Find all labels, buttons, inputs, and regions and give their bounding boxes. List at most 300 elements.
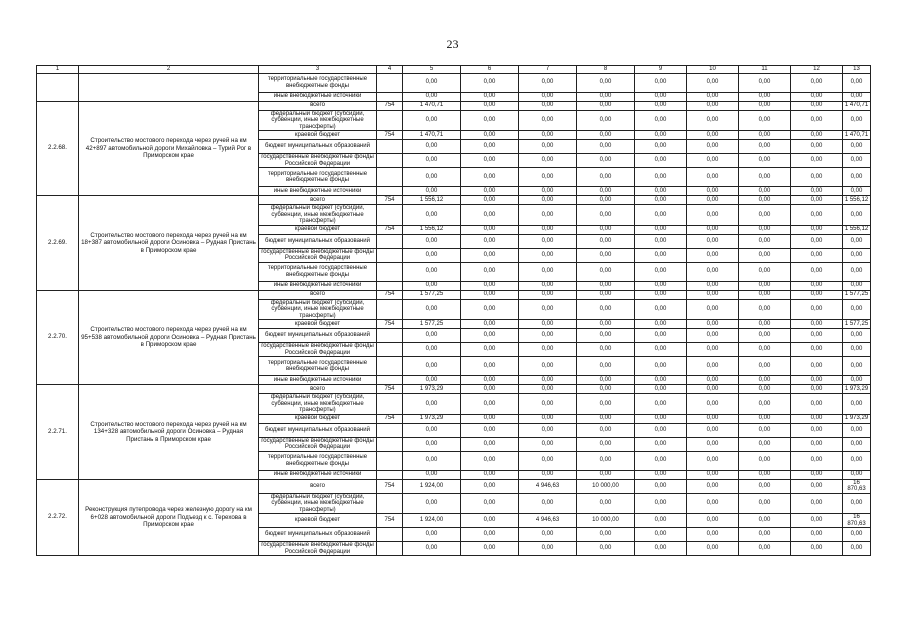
value-cell: 0,00 bbox=[791, 423, 843, 437]
funding-source-cell: государственные внебюджетные фонды Российской Федерации bbox=[259, 154, 377, 168]
value-cell: 0,00 bbox=[403, 262, 461, 281]
value-cell: 0,00 bbox=[687, 205, 739, 226]
value-cell: 0,00 bbox=[577, 299, 635, 320]
funding-source-cell: всего bbox=[259, 101, 377, 110]
column-4-cell bbox=[377, 168, 403, 187]
value-cell: 0,00 bbox=[687, 394, 739, 415]
object-code-cell: 2.2.69. bbox=[37, 196, 79, 291]
value-cell: 0,00 bbox=[687, 493, 739, 514]
funding-source-cell: иные внебюджетные источники bbox=[259, 187, 377, 196]
value-cell: 0,00 bbox=[791, 542, 843, 556]
value-cell: 0,00 bbox=[791, 131, 843, 140]
page-number: 23 bbox=[446, 37, 459, 51]
value-cell: 0,00 bbox=[519, 329, 577, 343]
funding-source-cell: всего bbox=[259, 385, 377, 394]
value-cell: 1 973,29 bbox=[403, 414, 461, 423]
value-cell: 0,00 bbox=[577, 437, 635, 451]
value-cell: 0,00 bbox=[687, 225, 739, 234]
column-number-cell: 11 bbox=[739, 66, 791, 74]
value-cell: 0,00 bbox=[687, 73, 739, 92]
value-cell: 0,00 bbox=[739, 320, 791, 329]
value-cell: 0,00 bbox=[519, 423, 577, 437]
value-cell: 0,00 bbox=[461, 234, 519, 248]
value-cell: 0,00 bbox=[791, 205, 843, 226]
value-cell: 0,00 bbox=[687, 542, 739, 556]
value-cell: 0,00 bbox=[461, 493, 519, 514]
value-cell: 1 470,71 bbox=[403, 101, 461, 110]
value-cell: 0,00 bbox=[461, 320, 519, 329]
value-cell: 0,00 bbox=[519, 343, 577, 357]
object-name-cell: Строительство мостового перехода через ручей на км 134+328 автомобильной дороги Осиновка – Рудная Пристань в Приморском крае bbox=[79, 385, 259, 480]
value-cell: 0,00 bbox=[635, 528, 687, 542]
column-4-cell: 754 bbox=[377, 320, 403, 329]
value-cell: 0,00 bbox=[687, 423, 739, 437]
value-cell: 0,00 bbox=[843, 281, 871, 290]
value-cell: 0,00 bbox=[577, 187, 635, 196]
value-cell: 0,00 bbox=[461, 187, 519, 196]
value-cell: 0,00 bbox=[577, 414, 635, 423]
value-cell: 0,00 bbox=[577, 262, 635, 281]
column-4-cell bbox=[377, 73, 403, 92]
value-cell: 0,00 bbox=[739, 187, 791, 196]
value-cell: 0,00 bbox=[843, 92, 871, 101]
value-cell: 0,00 bbox=[843, 187, 871, 196]
value-cell: 0,00 bbox=[635, 357, 687, 376]
value-cell: 0,00 bbox=[687, 437, 739, 451]
column-4-cell bbox=[377, 343, 403, 357]
funding-source-cell: территориальные государственные внебюджетные фонды bbox=[259, 357, 377, 376]
value-cell: 0,00 bbox=[577, 470, 635, 479]
object-name-cell: Строительство мостового перехода через ручей на км 95+538 автомобильной дороги Осиновка – Рудная Пристань в Приморском крае bbox=[79, 290, 259, 385]
value-cell: 1 470,71 bbox=[843, 101, 871, 110]
funding-source-cell: иные внебюджетные источники bbox=[259, 470, 377, 479]
value-cell: 0,00 bbox=[403, 73, 461, 92]
value-cell: 0,00 bbox=[687, 470, 739, 479]
value-cell: 0,00 bbox=[461, 357, 519, 376]
funding-source-cell: всего bbox=[259, 196, 377, 205]
value-cell: 0,00 bbox=[791, 168, 843, 187]
funding-source-cell: иные внебюджетные источники bbox=[259, 281, 377, 290]
value-cell: 0,00 bbox=[843, 140, 871, 154]
column-4-cell bbox=[377, 154, 403, 168]
value-cell: 0,00 bbox=[461, 343, 519, 357]
value-cell: 0,00 bbox=[791, 493, 843, 514]
value-cell: 0,00 bbox=[843, 110, 871, 131]
value-cell: 0,00 bbox=[791, 262, 843, 281]
value-cell: 0,00 bbox=[577, 357, 635, 376]
value-cell: 0,00 bbox=[519, 470, 577, 479]
value-cell: 0,00 bbox=[791, 376, 843, 385]
value-cell: 0,00 bbox=[519, 140, 577, 154]
value-cell: 0,00 bbox=[577, 528, 635, 542]
value-cell: 0,00 bbox=[403, 451, 461, 470]
column-number-cell: 7 bbox=[519, 66, 577, 74]
value-cell: 0,00 bbox=[791, 248, 843, 262]
value-cell: 0,00 bbox=[519, 299, 577, 320]
column-4-cell bbox=[377, 528, 403, 542]
value-cell: 0,00 bbox=[577, 394, 635, 415]
value-cell: 0,00 bbox=[739, 101, 791, 110]
funding-source-cell: федеральный бюджет (субсидии, субвенции, иные межбюджетные трансферты) bbox=[259, 110, 377, 131]
value-cell: 0,00 bbox=[791, 225, 843, 234]
value-cell: 0,00 bbox=[403, 154, 461, 168]
funding-source-cell: краевой бюджет bbox=[259, 225, 377, 234]
value-cell: 0,00 bbox=[577, 196, 635, 205]
value-cell: 0,00 bbox=[739, 281, 791, 290]
value-cell: 0,00 bbox=[519, 357, 577, 376]
value-cell: 0,00 bbox=[791, 140, 843, 154]
funding-source-cell: краевой бюджет bbox=[259, 414, 377, 423]
value-cell: 0,00 bbox=[791, 528, 843, 542]
value-cell: 0,00 bbox=[403, 528, 461, 542]
value-cell: 1 556,12 bbox=[403, 225, 461, 234]
value-cell: 1 577,25 bbox=[403, 320, 461, 329]
object-name-cell: Строительство мостового перехода через ручей на км 18+387 автомобильной дороги Осиновка – Рудная Пристань в Приморском крае bbox=[79, 196, 259, 291]
value-cell: 0,00 bbox=[519, 437, 577, 451]
value-cell: 0,00 bbox=[635, 225, 687, 234]
value-cell: 0,00 bbox=[791, 451, 843, 470]
value-cell: 0,00 bbox=[635, 542, 687, 556]
value-cell: 0,00 bbox=[687, 110, 739, 131]
value-cell: 0,00 bbox=[687, 92, 739, 101]
value-cell: 0,00 bbox=[577, 110, 635, 131]
value-cell: 0,00 bbox=[687, 357, 739, 376]
column-4-cell bbox=[377, 234, 403, 248]
value-cell: 0,00 bbox=[577, 101, 635, 110]
funding-source-cell: территориальные государственные внебюджетные фонды bbox=[259, 168, 377, 187]
value-cell: 1 973,29 bbox=[403, 385, 461, 394]
value-cell: 1 924,00 bbox=[403, 479, 461, 493]
value-cell: 0,00 bbox=[403, 343, 461, 357]
value-cell: 0,00 bbox=[461, 394, 519, 415]
value-cell: 0,00 bbox=[461, 73, 519, 92]
value-cell: 0,00 bbox=[461, 299, 519, 320]
value-cell: 0,00 bbox=[461, 154, 519, 168]
value-cell: 0,00 bbox=[791, 234, 843, 248]
column-4-cell bbox=[377, 394, 403, 415]
value-cell: 0,00 bbox=[791, 479, 843, 493]
value-cell: 0,00 bbox=[403, 357, 461, 376]
value-cell: 0,00 bbox=[635, 140, 687, 154]
value-cell: 0,00 bbox=[739, 168, 791, 187]
value-cell: 0,00 bbox=[461, 528, 519, 542]
value-cell: 0,00 bbox=[635, 168, 687, 187]
value-cell: 0,00 bbox=[843, 343, 871, 357]
value-cell: 0,00 bbox=[577, 451, 635, 470]
column-4-cell bbox=[377, 281, 403, 290]
funding-source-cell: бюджет муниципальных образований bbox=[259, 329, 377, 343]
funding-source-cell: федеральный бюджет (субсидии, субвенции, иные межбюджетные трансферты) bbox=[259, 394, 377, 415]
value-cell: 0,00 bbox=[739, 437, 791, 451]
column-4-cell bbox=[377, 493, 403, 514]
value-cell: 0,00 bbox=[739, 140, 791, 154]
value-cell: 0,00 bbox=[519, 248, 577, 262]
value-cell: 0,00 bbox=[739, 131, 791, 140]
column-4-cell: 754 bbox=[377, 414, 403, 423]
funding-source-cell: всего bbox=[259, 290, 377, 299]
value-cell: 0,00 bbox=[519, 542, 577, 556]
funding-source-cell: федеральный бюджет (субсидии, субвенции, иные межбюджетные трансферты) bbox=[259, 205, 377, 226]
funding-source-cell: территориальные государственные внебюджетные фонды bbox=[259, 262, 377, 281]
value-cell: 0,00 bbox=[519, 234, 577, 248]
value-cell: 0,00 bbox=[461, 451, 519, 470]
value-cell: 0,00 bbox=[739, 234, 791, 248]
funding-source-cell: краевой бюджет bbox=[259, 131, 377, 140]
value-cell: 0,00 bbox=[519, 225, 577, 234]
value-cell: 1 556,12 bbox=[843, 225, 871, 234]
value-cell: 0,00 bbox=[739, 470, 791, 479]
value-cell: 0,00 bbox=[403, 205, 461, 226]
funding-source-cell: краевой бюджет bbox=[259, 514, 377, 528]
column-4-cell: 754 bbox=[377, 514, 403, 528]
value-cell: 0,00 bbox=[687, 479, 739, 493]
table-row bbox=[37, 101, 871, 110]
value-cell: 1 470,71 bbox=[843, 131, 871, 140]
value-cell: 0,00 bbox=[403, 470, 461, 479]
value-cell: 0,00 bbox=[461, 385, 519, 394]
value-cell: 0,00 bbox=[687, 329, 739, 343]
value-cell: 0,00 bbox=[519, 92, 577, 101]
value-cell: 0,00 bbox=[519, 414, 577, 423]
value-cell: 0,00 bbox=[635, 437, 687, 451]
value-cell: 0,00 bbox=[577, 234, 635, 248]
value-cell: 16 870,63 bbox=[843, 514, 871, 528]
value-cell: 4 946,63 bbox=[519, 514, 577, 528]
value-cell: 1 973,29 bbox=[843, 414, 871, 423]
value-cell: 0,00 bbox=[687, 168, 739, 187]
value-cell: 0,00 bbox=[519, 320, 577, 329]
value-cell: 0,00 bbox=[687, 248, 739, 262]
value-cell: 0,00 bbox=[791, 73, 843, 92]
value-cell: 0,00 bbox=[739, 299, 791, 320]
value-cell: 0,00 bbox=[635, 423, 687, 437]
value-cell: 0,00 bbox=[461, 414, 519, 423]
value-cell: 10 000,00 bbox=[577, 479, 635, 493]
value-cell: 0,00 bbox=[403, 140, 461, 154]
column-4-cell bbox=[377, 437, 403, 451]
column-4-cell bbox=[377, 248, 403, 262]
value-cell: 0,00 bbox=[577, 423, 635, 437]
column-4-cell: 754 bbox=[377, 225, 403, 234]
value-cell: 0,00 bbox=[687, 414, 739, 423]
value-cell: 0,00 bbox=[739, 528, 791, 542]
budget-table bbox=[36, 65, 871, 556]
value-cell: 0,00 bbox=[635, 205, 687, 226]
value-cell: 0,00 bbox=[577, 290, 635, 299]
value-cell: 0,00 bbox=[403, 394, 461, 415]
table-row bbox=[37, 290, 871, 299]
value-cell: 0,00 bbox=[635, 101, 687, 110]
value-cell: 0,00 bbox=[843, 394, 871, 415]
value-cell: 0,00 bbox=[843, 357, 871, 376]
object-code-cell bbox=[37, 73, 79, 101]
value-cell: 0,00 bbox=[461, 131, 519, 140]
value-cell: 0,00 bbox=[843, 154, 871, 168]
object-code-cell: 2.2.72. bbox=[37, 479, 79, 556]
value-cell: 0,00 bbox=[519, 101, 577, 110]
column-number-cell: 5 bbox=[403, 66, 461, 74]
value-cell: 1 577,25 bbox=[843, 290, 871, 299]
column-number-cell: 3 bbox=[259, 66, 377, 74]
value-cell: 0,00 bbox=[687, 234, 739, 248]
value-cell: 0,00 bbox=[791, 110, 843, 131]
column-4-cell bbox=[377, 110, 403, 131]
value-cell: 0,00 bbox=[461, 248, 519, 262]
value-cell: 0,00 bbox=[519, 451, 577, 470]
value-cell: 1 556,12 bbox=[843, 196, 871, 205]
value-cell: 0,00 bbox=[403, 437, 461, 451]
column-4-cell bbox=[377, 423, 403, 437]
value-cell: 0,00 bbox=[519, 196, 577, 205]
value-cell: 0,00 bbox=[687, 140, 739, 154]
value-cell: 0,00 bbox=[739, 205, 791, 226]
funding-source-cell: территориальные государственные внебюджетные фонды bbox=[259, 73, 377, 92]
value-cell: 0,00 bbox=[461, 376, 519, 385]
value-cell: 0,00 bbox=[739, 290, 791, 299]
funding-source-cell: территориальные государственные внебюджетные фонды bbox=[259, 451, 377, 470]
value-cell: 0,00 bbox=[635, 514, 687, 528]
value-cell: 0,00 bbox=[739, 329, 791, 343]
value-cell: 0,00 bbox=[635, 73, 687, 92]
value-cell: 0,00 bbox=[739, 154, 791, 168]
value-cell: 0,00 bbox=[461, 110, 519, 131]
funding-source-cell: бюджет муниципальных образований bbox=[259, 423, 377, 437]
value-cell: 0,00 bbox=[635, 320, 687, 329]
value-cell: 0,00 bbox=[635, 248, 687, 262]
column-4-cell bbox=[377, 140, 403, 154]
value-cell: 0,00 bbox=[791, 329, 843, 343]
value-cell: 0,00 bbox=[687, 514, 739, 528]
value-cell: 0,00 bbox=[635, 187, 687, 196]
value-cell: 0,00 bbox=[461, 542, 519, 556]
value-cell: 0,00 bbox=[635, 290, 687, 299]
value-cell: 0,00 bbox=[739, 542, 791, 556]
object-name-cell bbox=[79, 73, 259, 101]
column-4-cell bbox=[377, 92, 403, 101]
funding-source-cell: бюджет муниципальных образований bbox=[259, 234, 377, 248]
value-cell: 0,00 bbox=[519, 376, 577, 385]
funding-source-cell: федеральный бюджет (субсидии, субвенции, иные межбюджетные трансферты) bbox=[259, 493, 377, 514]
value-cell: 1 924,00 bbox=[403, 514, 461, 528]
value-cell: 0,00 bbox=[635, 329, 687, 343]
value-cell: 0,00 bbox=[791, 385, 843, 394]
value-cell: 1 470,71 bbox=[403, 131, 461, 140]
value-cell: 0,00 bbox=[791, 154, 843, 168]
value-cell: 0,00 bbox=[577, 205, 635, 226]
value-cell: 0,00 bbox=[739, 394, 791, 415]
funding-source-cell: государственные внебюджетные фонды Российской Федерации bbox=[259, 542, 377, 556]
header-row bbox=[37, 66, 871, 74]
value-cell: 0,00 bbox=[687, 196, 739, 205]
value-cell: 0,00 bbox=[635, 154, 687, 168]
value-cell: 0,00 bbox=[739, 110, 791, 131]
value-cell: 0,00 bbox=[843, 234, 871, 248]
value-cell: 0,00 bbox=[635, 414, 687, 423]
column-4-cell bbox=[377, 451, 403, 470]
column-number-cell: 2 bbox=[79, 66, 259, 74]
column-4-cell: 754 bbox=[377, 290, 403, 299]
value-cell: 0,00 bbox=[687, 528, 739, 542]
column-4-cell bbox=[377, 329, 403, 343]
value-cell: 0,00 bbox=[739, 357, 791, 376]
value-cell: 0,00 bbox=[791, 290, 843, 299]
value-cell: 0,00 bbox=[843, 329, 871, 343]
value-cell: 0,00 bbox=[577, 168, 635, 187]
value-cell: 0,00 bbox=[791, 514, 843, 528]
table-row bbox=[37, 479, 871, 493]
value-cell: 0,00 bbox=[739, 262, 791, 281]
value-cell: 0,00 bbox=[687, 376, 739, 385]
value-cell: 1 973,29 bbox=[843, 385, 871, 394]
value-cell: 0,00 bbox=[791, 187, 843, 196]
value-cell: 0,00 bbox=[577, 385, 635, 394]
value-cell: 10 000,00 bbox=[577, 514, 635, 528]
value-cell: 0,00 bbox=[519, 493, 577, 514]
value-cell: 0,00 bbox=[519, 262, 577, 281]
table-row bbox=[37, 385, 871, 394]
column-4-cell: 754 bbox=[377, 101, 403, 110]
value-cell: 0,00 bbox=[739, 514, 791, 528]
value-cell: 0,00 bbox=[403, 234, 461, 248]
object-name-cell: Строительство мостового перехода через ручей на км 42+897 автомобильной дороги Михайловка – Турий Рог в Приморском крае bbox=[79, 101, 259, 196]
value-cell: 0,00 bbox=[687, 262, 739, 281]
value-cell: 0,00 bbox=[403, 493, 461, 514]
funding-source-cell: государственные внебюджетные фонды Российской Федерации bbox=[259, 437, 377, 451]
value-cell: 0,00 bbox=[843, 470, 871, 479]
value-cell: 0,00 bbox=[461, 470, 519, 479]
funding-source-cell: краевой бюджет bbox=[259, 320, 377, 329]
value-cell: 0,00 bbox=[843, 528, 871, 542]
value-cell: 0,00 bbox=[635, 131, 687, 140]
value-cell: 0,00 bbox=[791, 357, 843, 376]
value-cell: 0,00 bbox=[519, 290, 577, 299]
value-cell: 0,00 bbox=[791, 92, 843, 101]
value-cell: 0,00 bbox=[739, 92, 791, 101]
value-cell: 0,00 bbox=[461, 140, 519, 154]
value-cell: 0,00 bbox=[843, 262, 871, 281]
value-cell: 0,00 bbox=[635, 493, 687, 514]
value-cell: 0,00 bbox=[403, 168, 461, 187]
value-cell: 0,00 bbox=[577, 376, 635, 385]
value-cell: 0,00 bbox=[461, 196, 519, 205]
value-cell: 0,00 bbox=[791, 196, 843, 205]
value-cell: 0,00 bbox=[843, 299, 871, 320]
value-cell: 1 556,12 bbox=[403, 196, 461, 205]
value-cell: 0,00 bbox=[519, 110, 577, 131]
value-cell: 0,00 bbox=[635, 299, 687, 320]
value-cell: 0,00 bbox=[519, 168, 577, 187]
value-cell: 0,00 bbox=[403, 376, 461, 385]
value-cell: 0,00 bbox=[843, 451, 871, 470]
value-cell: 0,00 bbox=[461, 514, 519, 528]
value-cell: 0,00 bbox=[577, 493, 635, 514]
value-cell: 0,00 bbox=[739, 414, 791, 423]
value-cell: 0,00 bbox=[519, 205, 577, 226]
funding-source-cell: федеральный бюджет (субсидии, субвенции, иные межбюджетные трансферты) bbox=[259, 299, 377, 320]
value-cell: 0,00 bbox=[739, 493, 791, 514]
column-4-cell: 754 bbox=[377, 131, 403, 140]
value-cell: 0,00 bbox=[843, 437, 871, 451]
value-cell: 0,00 bbox=[843, 542, 871, 556]
funding-source-cell: всего bbox=[259, 479, 377, 493]
value-cell: 0,00 bbox=[635, 343, 687, 357]
value-cell: 0,00 bbox=[461, 101, 519, 110]
value-cell: 0,00 bbox=[791, 101, 843, 110]
value-cell: 0,00 bbox=[739, 343, 791, 357]
value-cell: 0,00 bbox=[577, 329, 635, 343]
value-cell: 0,00 bbox=[461, 262, 519, 281]
column-4-cell bbox=[377, 187, 403, 196]
